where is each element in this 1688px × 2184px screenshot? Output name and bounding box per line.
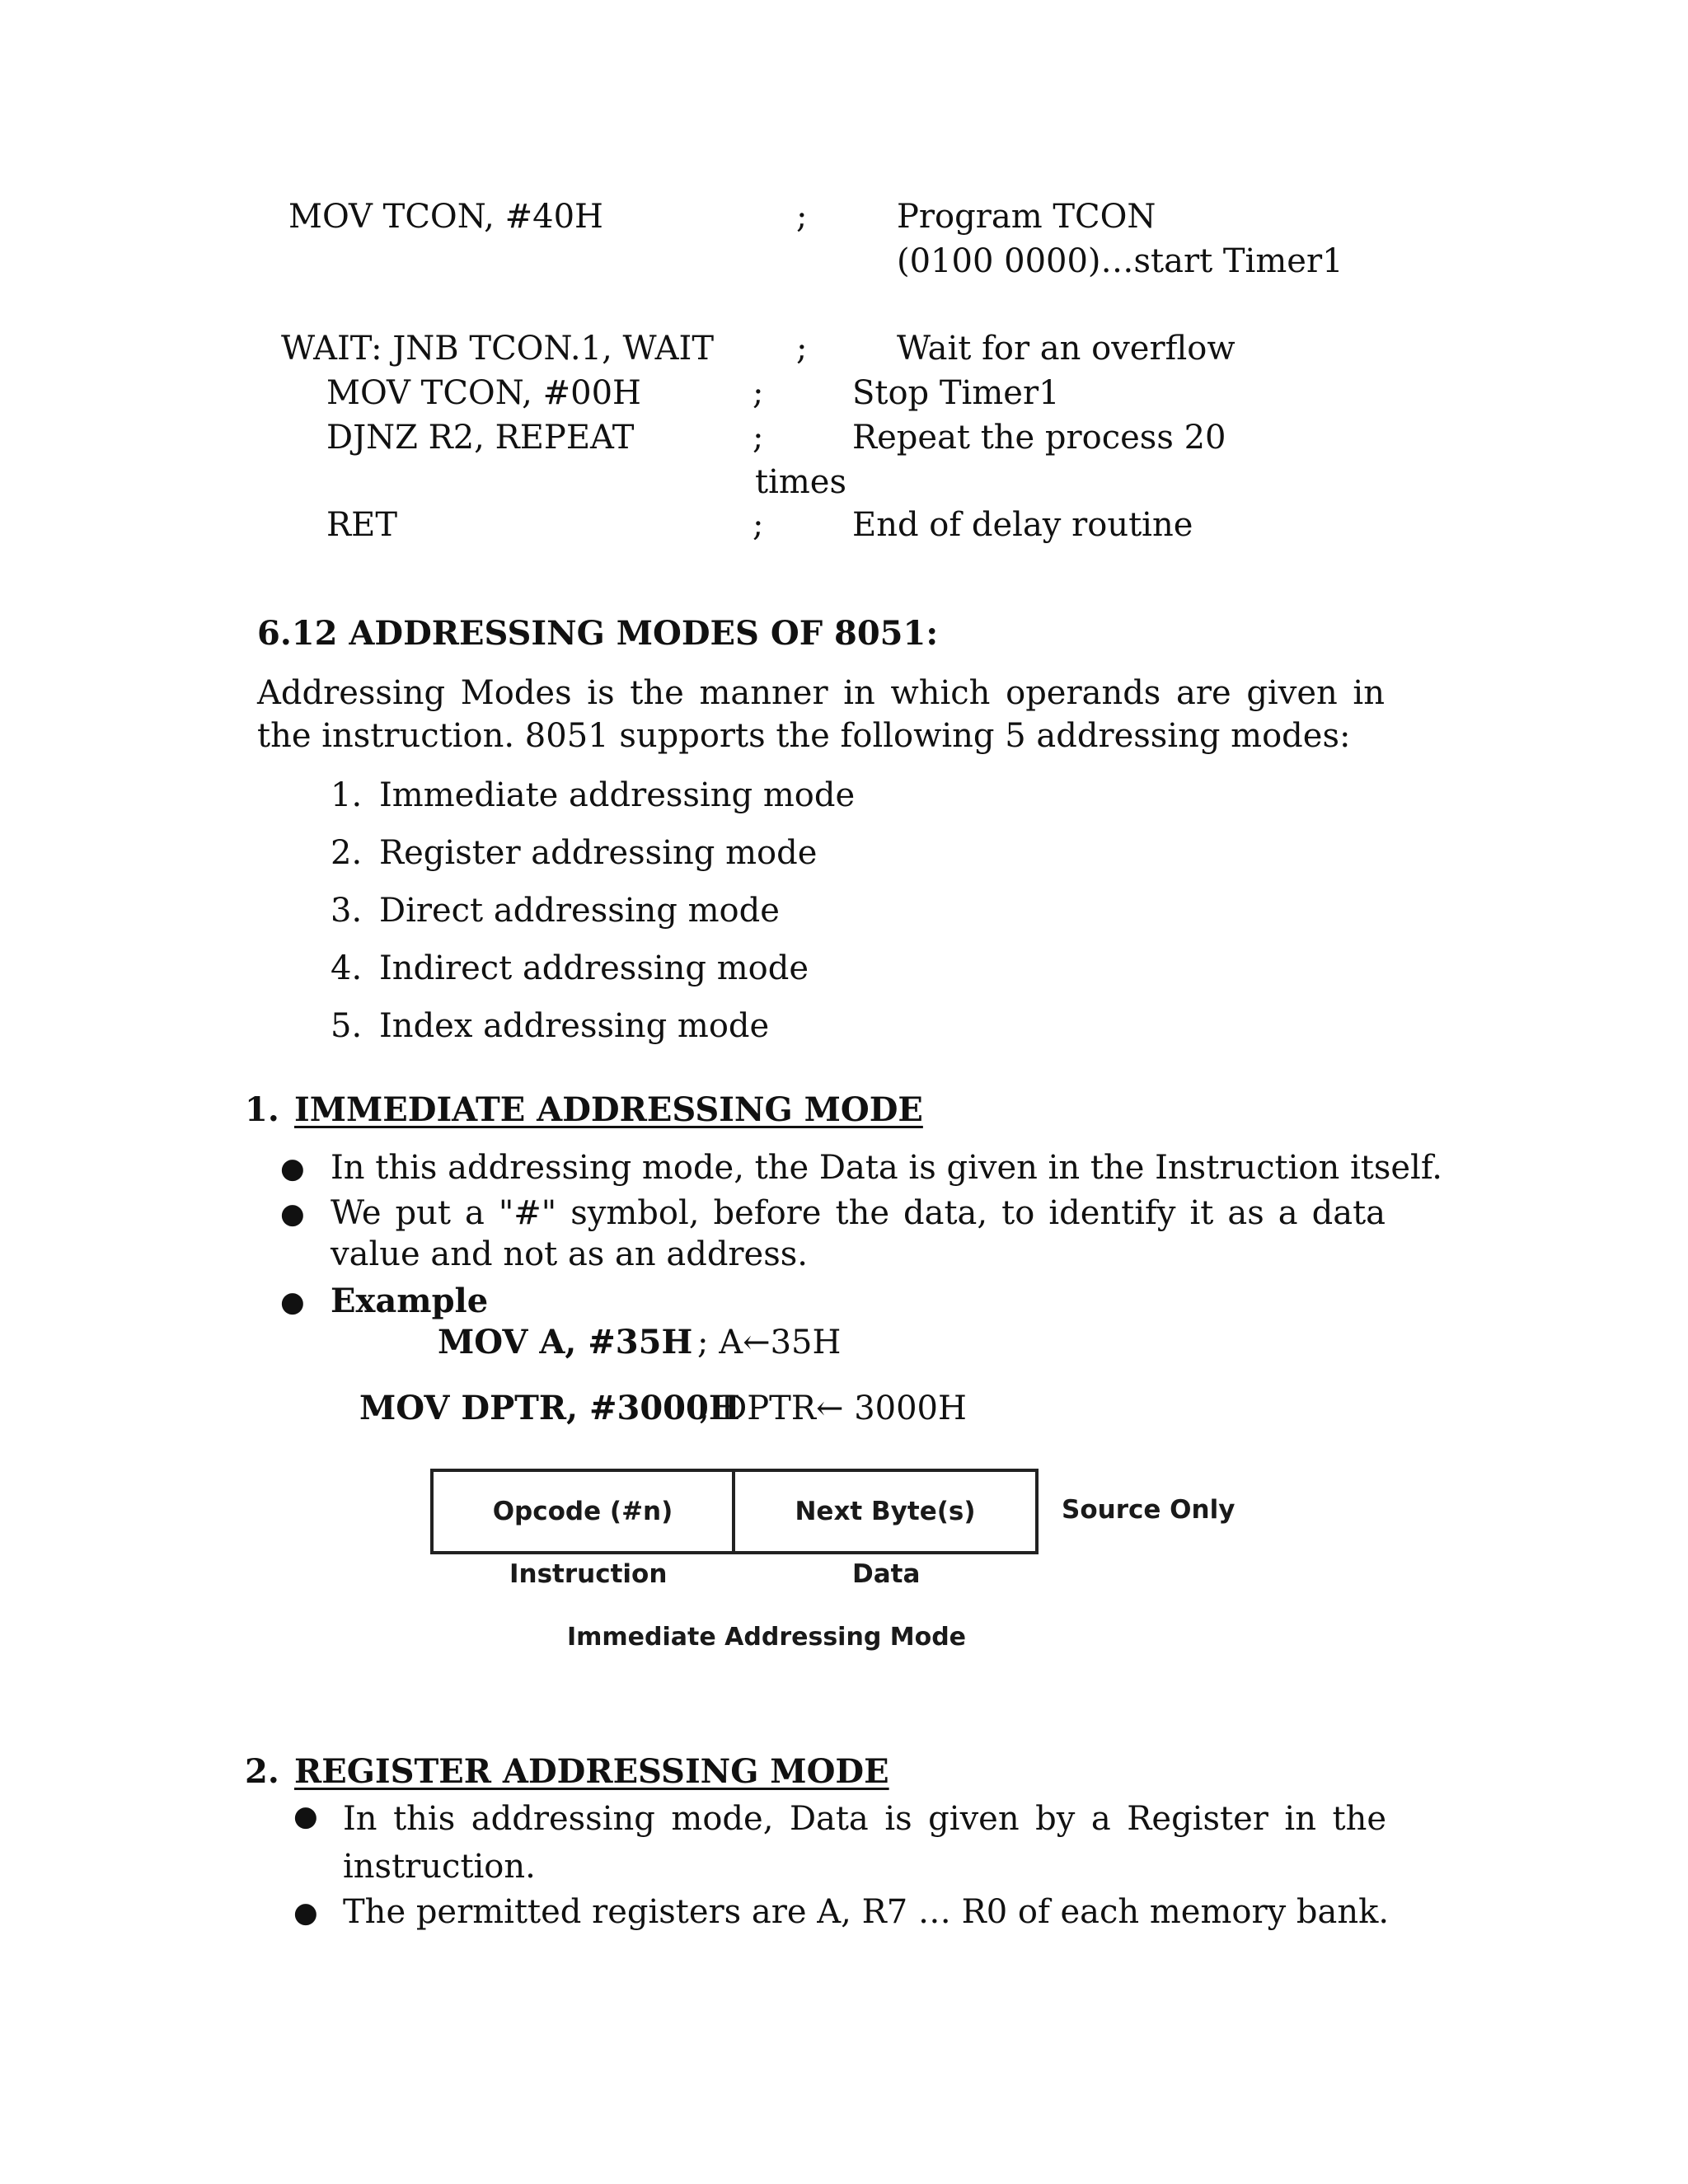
example-1-comment: ; A←35H [697,1324,842,1361]
code-line-2-semicolon: ; [796,330,808,368]
bullet-icon: ● [293,1896,318,1929]
code-line-3-comment: Stop Timer1 [852,374,1060,412]
mode-item: Index addressing mode [379,1007,770,1045]
immediate-bullet-1: In this addressing mode, the Data is given in the Instruction itself. [331,1149,1442,1187]
example-label: Example [331,1282,489,1320]
code-line-4-semicolon: ; [753,419,764,457]
register-number: 2. [245,1752,279,1791]
example-2-comment: ; DPTR← 3000H [699,1390,967,1427]
code-line-1-instruction: MOV TCON, #40H [288,198,603,236]
example-1-code: MOV A, #35H [438,1323,693,1361]
code-line-1-comment-cont: (0100 0000)…start Timer1 [897,242,1343,280]
code-line-2-instruction: WAIT: JNB TCON.1, WAIT [281,330,714,368]
code-line-2-comment: Wait for an overflow [897,330,1236,368]
code-line-1-semicolon: ; [796,198,808,236]
bullet-icon: ● [280,1152,305,1185]
next-bytes-box [732,1469,1039,1554]
mode-item: Indirect addressing mode [379,949,809,987]
immediate-number: 1. [245,1090,279,1129]
register-heading: REGISTER ADDRESSING MODE [294,1752,889,1791]
register-bullet-2: The permitted registers are A, R7 … R0 of each memory bank. [343,1893,1390,1931]
section-intro: Addressing Modes is the manner in which operands are given in the instruction. 8051 supports the following 5 addressing modes: [257,674,1385,755]
mode-item: Direct addressing mode [379,892,780,930]
mode-number: 3. [331,892,363,930]
mode-number: 1. [331,776,363,814]
code-line-5-comment: End of delay routine [852,506,1193,544]
register-bullet-1: In this addressing mode, Data is given by a Register in the instruction. [343,1800,1386,1886]
code-line-4-instruction: DJNZ R2, REPEAT [326,419,635,457]
mode-number: 2. [331,834,363,872]
opcode-box-label: Opcode (#n) [492,1496,673,1526]
code-line-5-semicolon: ; [753,506,764,544]
bullet-icon: ● [293,1800,318,1833]
mode-item: Immediate addressing mode [379,776,856,814]
bullet-icon: ● [280,1286,305,1319]
mode-number: 5. [331,1007,363,1045]
example-2-code: MOV DPTR, #3000H [359,1389,740,1427]
code-line-1-comment: Program TCON [897,198,1156,236]
source-only-label: Source Only [1062,1495,1236,1525]
bullet-icon: ● [280,1197,305,1230]
mode-number: 4. [331,949,363,987]
immediate-heading: IMMEDIATE ADDRESSING MODE [294,1090,923,1129]
code-line-4-comment: Repeat the process 20 [852,419,1226,457]
code-line-3-semicolon: ; [753,374,764,412]
section-heading: 6.12 ADDRESSING MODES OF 8051: [257,614,939,653]
code-line-3-instruction: MOV TCON, #00H [326,374,641,412]
next-bytes-box-label: Next Byte(s) [795,1496,976,1526]
opcode-box [430,1469,735,1554]
diagram-caption: Immediate Addressing Mode [567,1623,967,1652]
code-line-4-comment-wrap: times [755,463,846,501]
code-line-5-instruction: RET [326,506,397,544]
instruction-label: Instruction [509,1559,668,1589]
data-label: Data [852,1559,921,1589]
mode-item: Register addressing mode [379,834,818,872]
immediate-bullet-2: We put a "#" symbol, before the data, to identify it as a data value and not as an address. [331,1194,1386,1273]
